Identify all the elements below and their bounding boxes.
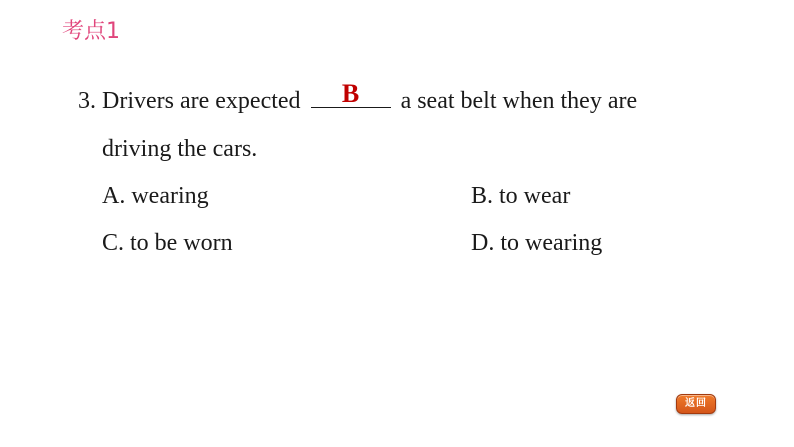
section-tag: 考点1: [62, 19, 120, 44]
return-button[interactable]: [676, 394, 716, 414]
return-button-label: 返回: [685, 398, 707, 409]
answer-blank: [311, 79, 391, 108]
answer-letter: B: [341, 79, 360, 108]
question-line-1: [78, 79, 638, 118]
option-d: D. to wearing: [471, 230, 603, 256]
question-line-2: driving the cars.: [102, 136, 258, 162]
option-a: A. wearing: [102, 183, 209, 209]
option-b: B. to wear: [471, 183, 571, 209]
question-text-before-blank: Drivers are expected: [102, 88, 301, 114]
question-text-after-blank: a seat belt when they are: [400, 88, 638, 114]
option-c: C. to be worn: [102, 230, 233, 256]
question-number: 3.: [78, 88, 96, 114]
